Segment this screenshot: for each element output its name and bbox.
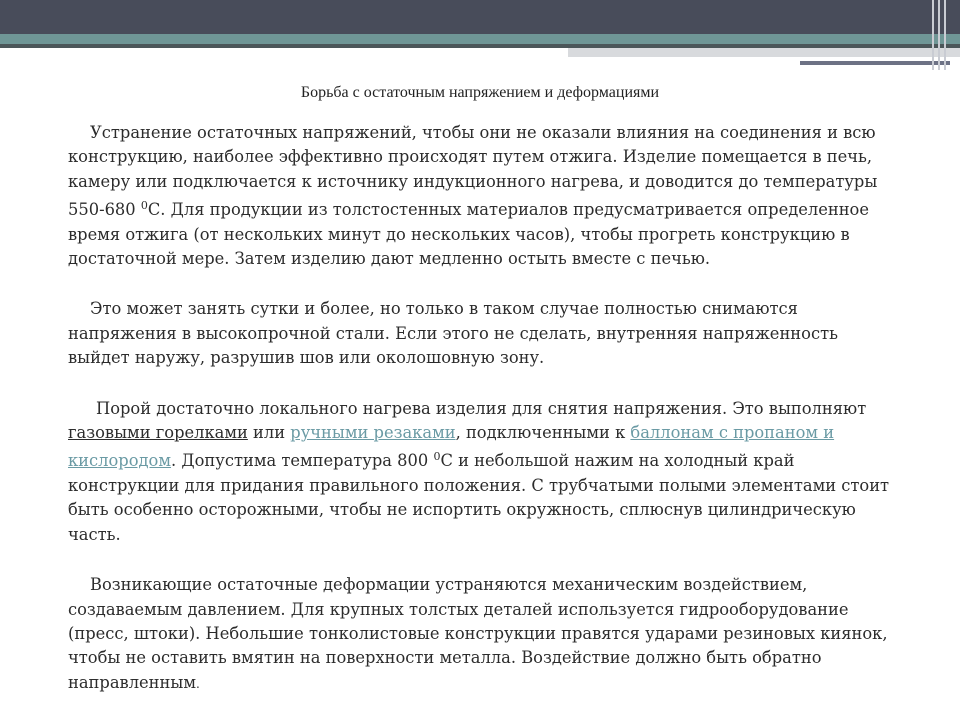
degree-superscript: 0 xyxy=(140,199,148,213)
header-accent-line xyxy=(800,61,950,65)
link-propane-oxygen-cylinders[interactable]: баллонам с пропаном и кислородом xyxy=(68,423,835,471)
corner-decoration xyxy=(932,0,948,70)
slide-title: Борьба с остаточным напряжением и деформациями xyxy=(300,84,660,101)
paragraph-text: , подключенными к xyxy=(455,423,631,443)
paragraph-mechanical xyxy=(68,573,902,696)
header-band xyxy=(0,0,960,34)
paragraph-text: . Допустима температура 800 xyxy=(171,451,434,471)
paragraph-text: Порой достаточно локального нагрева изделия для снятия напряжения. Это выполняют xyxy=(96,398,867,418)
link-gas-torches[interactable]: газовыми горелками xyxy=(68,423,248,443)
paragraph-text: Возникающие остаточные деформации устраняются механическим воздействием, создаваемым давлением. Для крупных толстых деталей используется гидрооборудование (пресс, штоки). Небольшие тонколистовые конструкции правятся ударами резиновых киянок, чтобы не оставить вмятин на поверхности металла. Воздействие должно быть обратно направленным xyxy=(68,575,888,692)
paragraph-text: Устранение остаточных напряжений, чтобы они не оказали влияния на соединения и всю конструкцию, наиболее эффективно происходят путем отжига. Изделие помещается в печь, камеру или подключается к источнику индукционного нагрева, и доводится до температуры 550-680 xyxy=(68,123,878,220)
slide-body xyxy=(68,121,902,722)
paragraph-text: или xyxy=(247,423,291,443)
header-accent-bar xyxy=(568,48,960,57)
paragraph-end-dot: . xyxy=(196,676,200,691)
paragraph-text: Это может занять сутки и более, но только в таком случае полностью снимаются напряжения в высокопрочной стали. Если этого не сделать, внутренняя напряженность выйдет наружу, разрушив шов или околошовную зону. xyxy=(68,299,838,368)
paragraph-local-heating xyxy=(68,397,902,547)
header-stripe xyxy=(0,34,960,44)
paragraph-text: С и небольшой нажим на холодный край конструкции для придания правильного положения. С трубчатыми полыми элементами стоит быть особенно осторожными, чтобы не испортить окружность, сплюснув цилиндрическую часть. xyxy=(68,451,890,544)
link-hand-cutters[interactable]: ручными резаками xyxy=(290,423,456,443)
degree-superscript: 0 xyxy=(433,450,441,464)
paragraph-duration xyxy=(68,297,902,370)
paragraph-text: С. Для продукции из толстостенных материалов предусматривается определенное время отжига (от нескольких минут до нескольких часов), чтобы прогреть конструкцию в достаточной мере. Затем изделию дают медленно остыть вместе с печью. xyxy=(68,200,869,269)
paragraph-annealing xyxy=(68,121,902,271)
